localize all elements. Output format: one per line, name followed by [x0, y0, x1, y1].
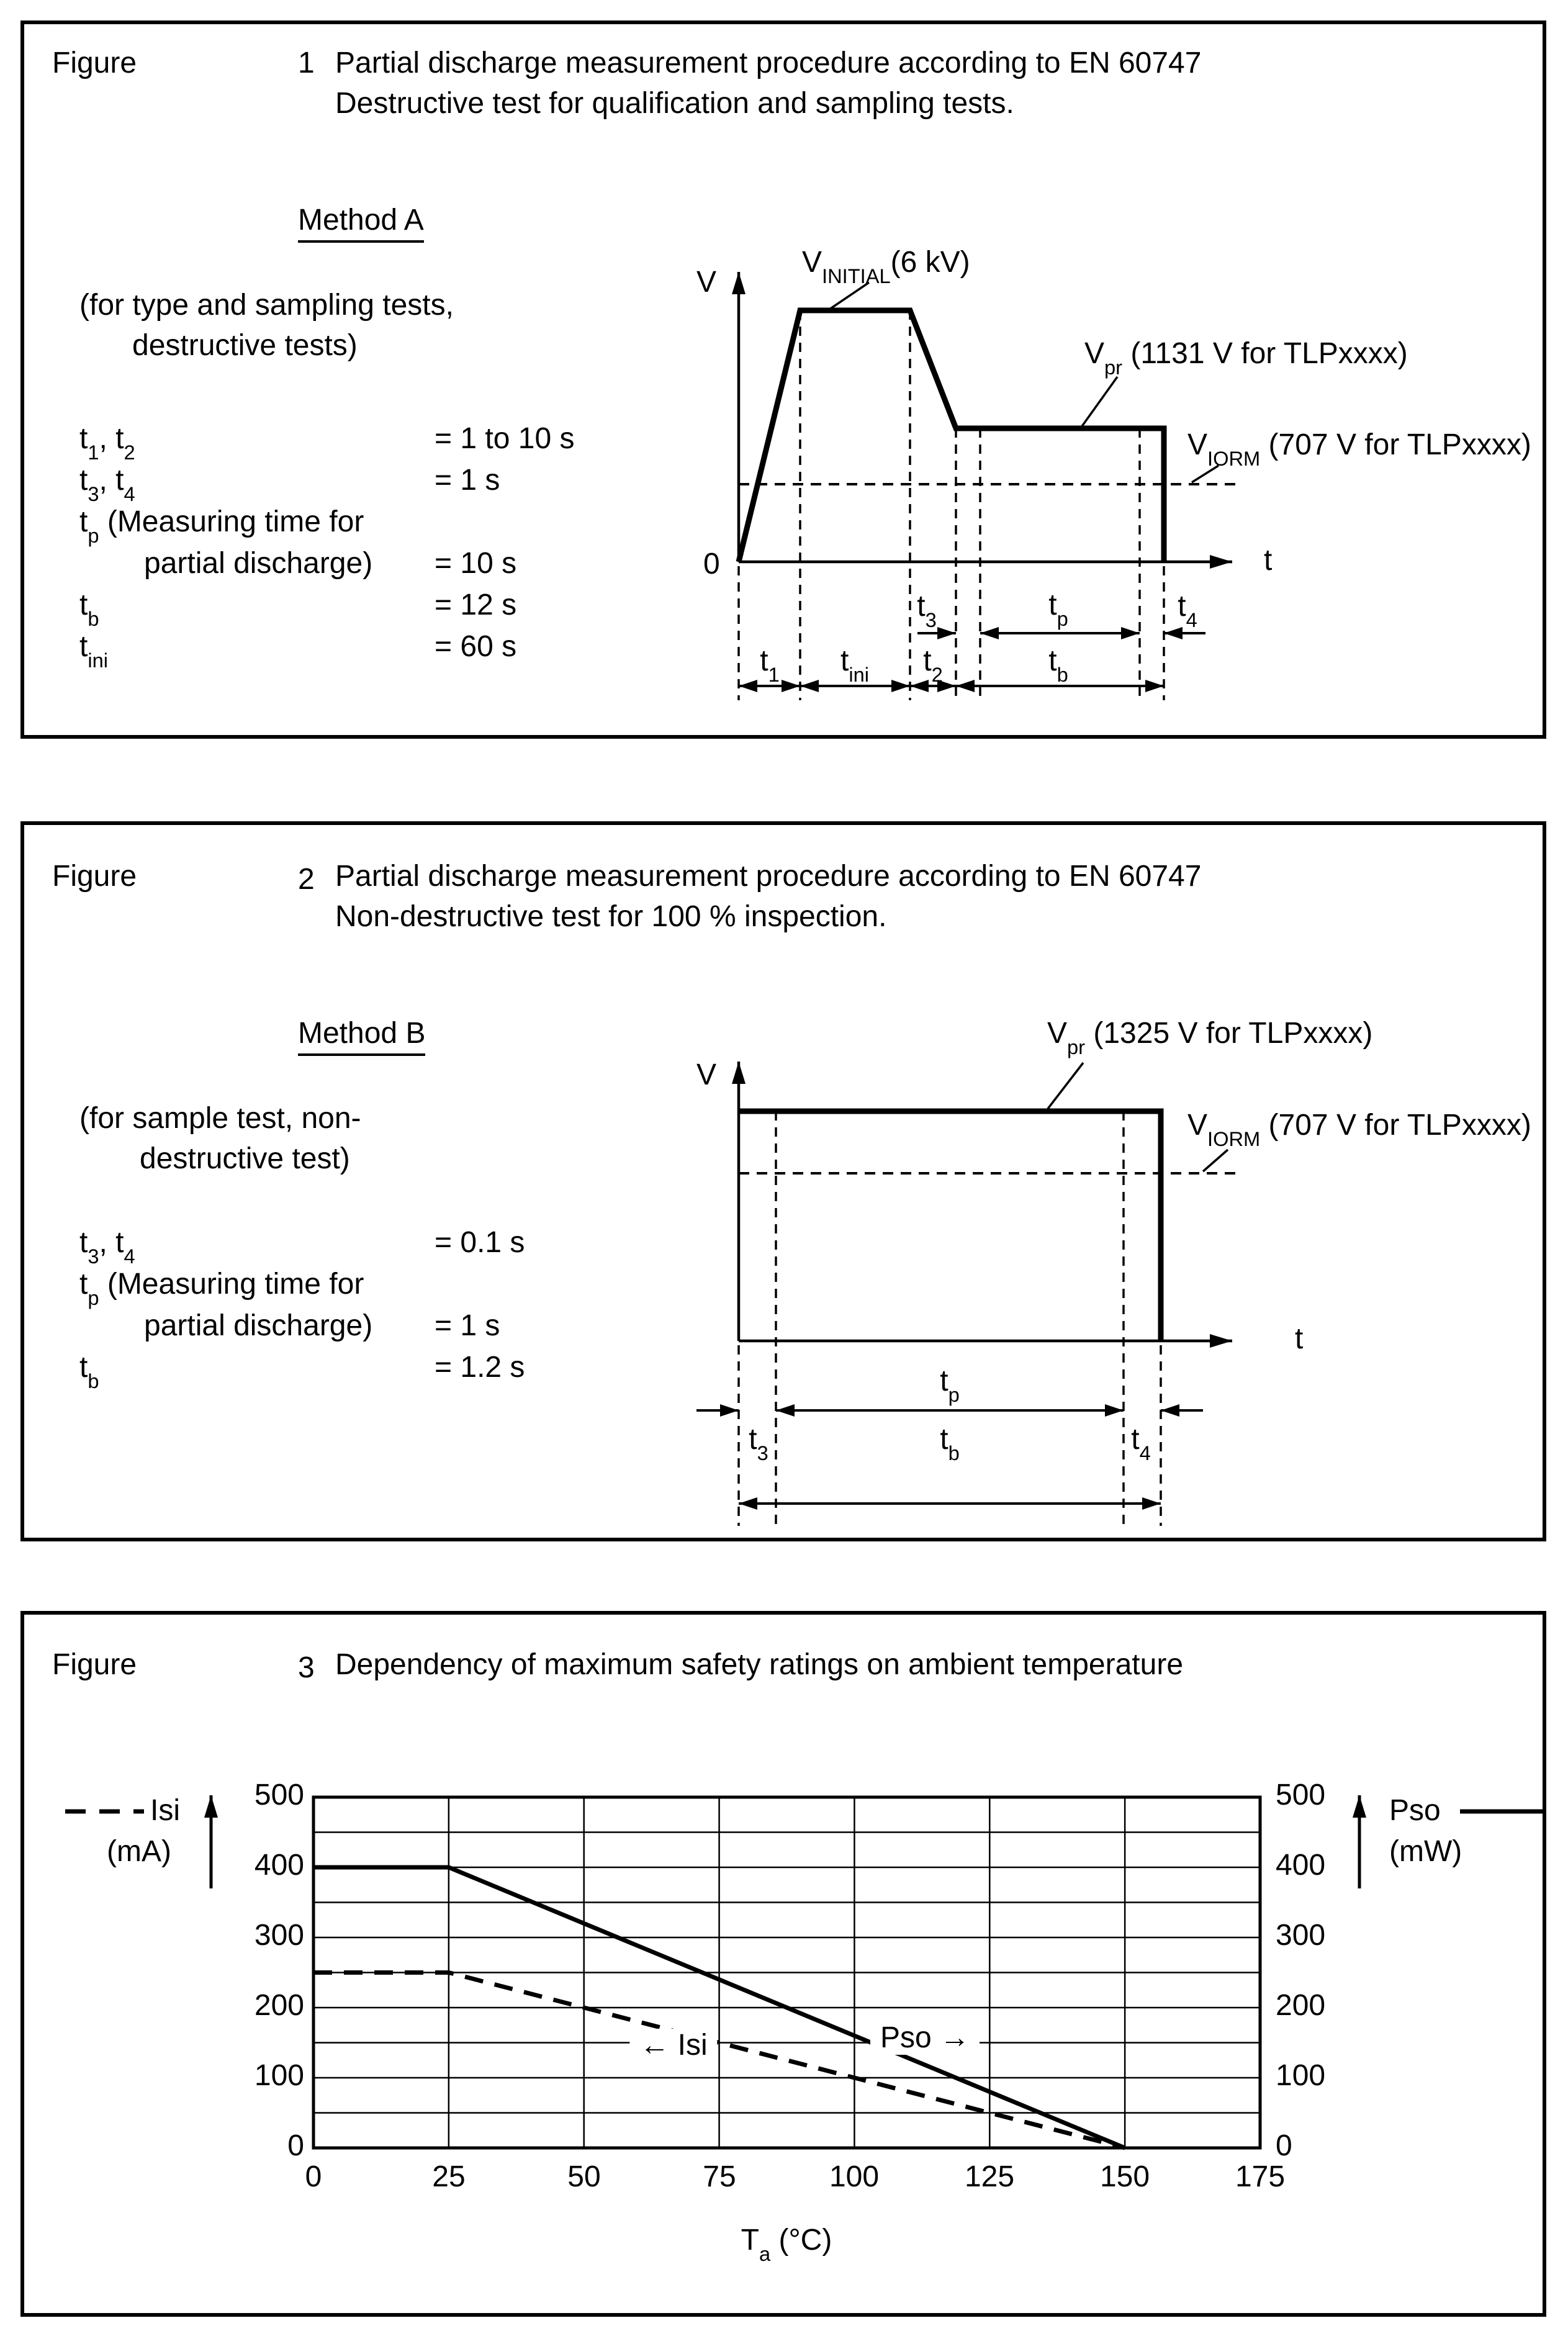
param-symbol: $t_b$: [79, 589, 99, 630]
param-value: = 1 s: [435, 1309, 500, 1342]
param-symbol: partial discharge): [144, 547, 373, 580]
x-axis-tick-label: 75: [703, 2160, 736, 2193]
origin-label: 0: [703, 548, 720, 580]
param-value: = 10 s: [435, 547, 517, 580]
figure3-label: Figure: [52, 1648, 137, 1681]
dim-label-tb: $t_b$: [940, 1423, 960, 1464]
v-iorm-annotation: $V_{IORM}$ (707 V for TLPxxxx): [1187, 428, 1531, 470]
figure2-scope-line2: destructive test): [140, 1142, 350, 1175]
x-axis-label: t: [1295, 1322, 1304, 1355]
param-value: = 12 s: [435, 589, 517, 621]
dim-label-t3: $t_3$: [917, 590, 937, 631]
figure1-method-heading: Method A: [298, 204, 424, 243]
v-iorm-annotation: $V_{IORM}$ (707 V for TLPxxxx): [1187, 1109, 1531, 1150]
y-axis-tick-label: 300: [1276, 1919, 1326, 1952]
v-initial-annotation: $V_{INITIAL}(6$ kV): [802, 246, 970, 287]
y-axis-tick-label: 500: [254, 1779, 304, 1811]
y-axis-tick-label: 400: [1276, 1849, 1326, 1882]
gridlines: [313, 1797, 1260, 2148]
y-axis-tick-label: 200: [1276, 1989, 1326, 2022]
y-axis-tick-label: 100: [254, 2059, 304, 2092]
param-symbol: $t_3$, $t_4$: [79, 1226, 135, 1268]
x-axis-tick-label: 150: [1099, 2160, 1150, 2193]
figure1-title-line2: Destructive test for qualification and sampling tests.: [335, 87, 1014, 120]
param-symbol: $t_b$: [79, 1351, 99, 1392]
param-value: = 60 s: [435, 630, 517, 663]
figure1-title-line1: Partial discharge measurement procedure according to EN 60747: [335, 47, 1202, 79]
figure2-scope-line1: (for sample test, non-: [79, 1102, 361, 1135]
figure3-title: Dependency of maximum safety ratings on ambient temperature: [335, 1648, 1184, 1681]
dim-label-t3: $t_3$: [749, 1423, 768, 1464]
dim-label-tp: $t_p$: [1048, 589, 1068, 630]
param-symbol: $t_1$, $t_2$: [79, 422, 135, 464]
x-axis-tick-label: 50: [567, 2160, 601, 2193]
figure1-scope-line1: (for type and sampling tests,: [79, 289, 454, 322]
v-pr-annotation: $V_{pr}$ (1325 V for TLPxxxx): [1047, 1017, 1373, 1058]
x-axis-title: $T_a$ (°C): [741, 2224, 832, 2265]
figure1-waveform-diagram: [670, 242, 1552, 720]
y-axis-tick-label: 0: [1276, 2129, 1292, 2162]
dim-label-tb: $t_b$: [1048, 644, 1068, 686]
inplot-isi-label: ← Isi: [629, 2029, 717, 2062]
dim-label-t2: $t_2$: [923, 644, 943, 686]
param-symbol: $t_p$ (Measuring time for: [79, 1268, 364, 1309]
inplot-pso-label: Pso →: [870, 2021, 980, 2055]
y-axis-tick-label: 0: [287, 2129, 304, 2162]
param-value: = 0.1 s: [435, 1226, 525, 1259]
figure2-label: Figure: [52, 860, 137, 893]
param-value: = 1 to 10 s: [435, 422, 575, 455]
v-iorm-pointer-line: [1203, 1150, 1228, 1171]
param-value: = 1.2 s: [435, 1351, 525, 1384]
y-axis-tick-label: 300: [254, 1919, 304, 1952]
figure1-scope-line2: destructive tests): [132, 329, 358, 362]
param-symbol: $t_{ini}$: [79, 630, 108, 672]
dim-label-t4: $t_4$: [1178, 590, 1197, 631]
figure3-number: 3: [298, 1651, 315, 1684]
param-symbol: $t_p$ (Measuring time for: [79, 505, 364, 547]
v-pr-pointer-line: [1081, 377, 1117, 427]
y-axis-tick-label: 100: [1276, 2059, 1326, 2092]
x-axis-tick-label: 25: [432, 2160, 466, 2193]
figure2-method-heading: Method B: [298, 1017, 425, 1056]
v-pr-pointer-line: [1048, 1063, 1083, 1109]
y-axis-tick-label: 200: [254, 1989, 304, 2022]
x-axis-tick-label: 100: [829, 2160, 880, 2193]
v-pr-annotation: $V_{pr}$ (1131 V for TLPxxxx): [1084, 337, 1408, 379]
dim-label-t4: $t_4$: [1131, 1423, 1151, 1464]
legend-right-series: Pso: [1389, 1794, 1441, 1827]
figure2-title-line1: Partial discharge measurement procedure according to EN 60747: [335, 860, 1202, 893]
x-axis-tick-label: 175: [1235, 2160, 1286, 2193]
x-axis-tick-label: 125: [964, 2160, 1015, 2193]
x-axis-label: t: [1264, 544, 1273, 577]
figure1-label: Figure: [52, 47, 137, 79]
param-symbol: partial discharge): [144, 1309, 373, 1342]
dim-label-tini: $t_{ini}$: [840, 644, 869, 686]
y-axis-tick-label: 400: [254, 1849, 304, 1882]
legend-left-series: Isi: [150, 1794, 180, 1827]
figure2-title-line2: Non-destructive test for 100 % inspection.: [335, 900, 887, 933]
param-value: = 1 s: [435, 464, 500, 497]
param-symbol: $t_3$, $t_4$: [79, 464, 135, 505]
x-axis-tick-label: 0: [305, 2160, 322, 2193]
y-axis-tick-label: 500: [1276, 1779, 1326, 1811]
dim-label-tp: $t_p$: [940, 1364, 960, 1406]
y-axis-label: V: [696, 266, 717, 299]
dim-label-t1: $t_1$: [760, 644, 780, 686]
legend-left-unit: (mA): [107, 1835, 171, 1868]
test-voltage-pulse: [739, 1111, 1161, 1341]
legend-right-unit: (mW): [1389, 1835, 1462, 1868]
figure2-number: 2: [298, 863, 315, 896]
y-axis-label: V: [696, 1058, 717, 1091]
figure1-number: 1: [298, 47, 315, 79]
figure2-waveform-diagram: [670, 1006, 1552, 1540]
